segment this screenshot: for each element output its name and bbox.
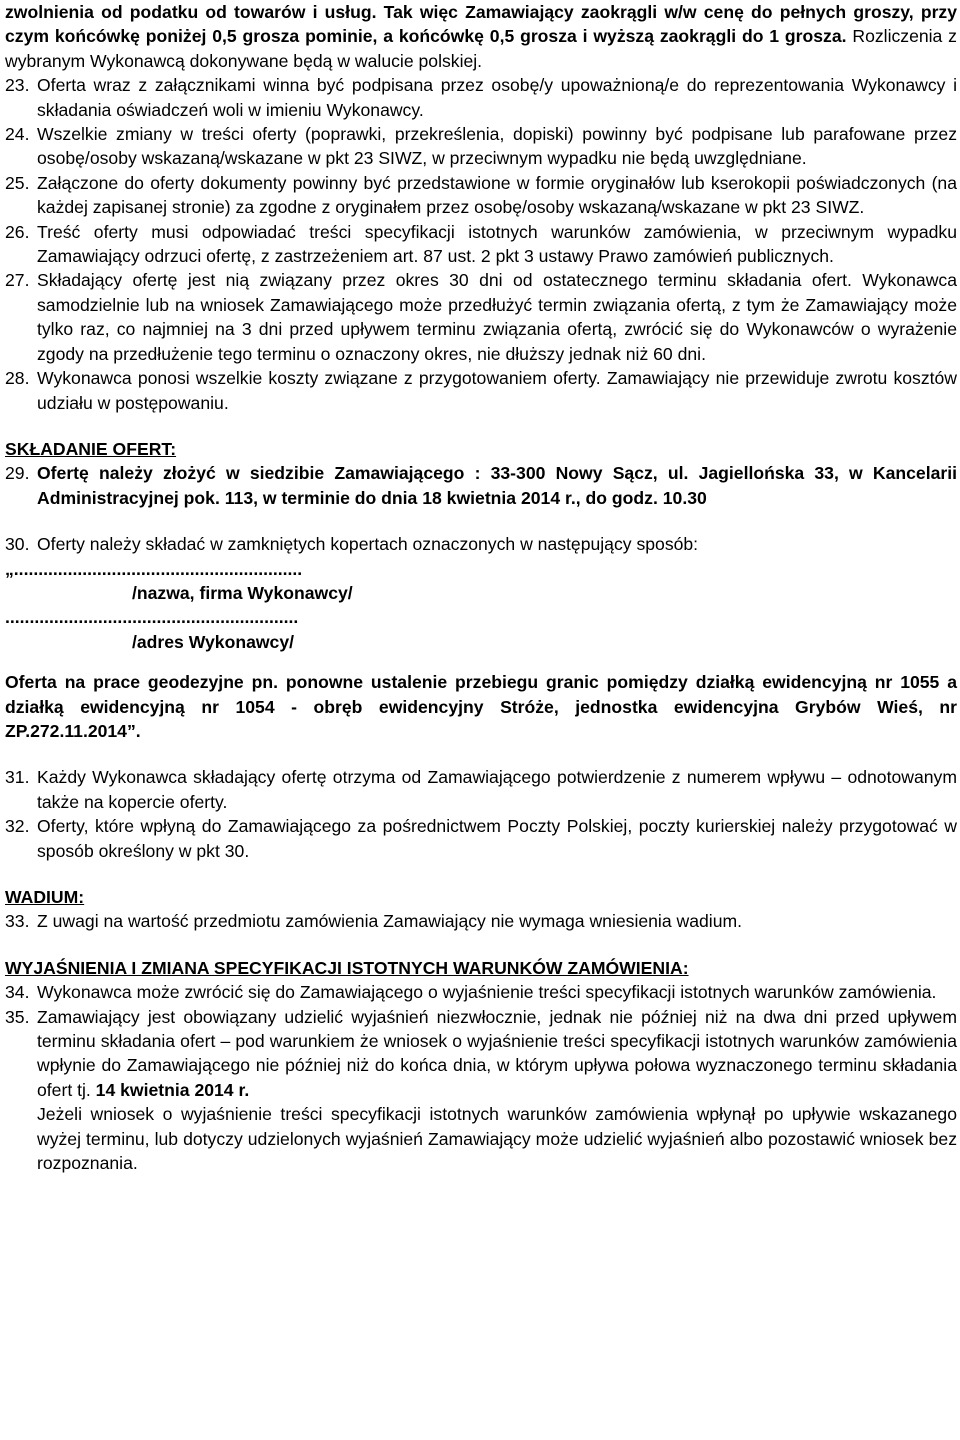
heading-skladanie-ofert: SKŁADANIE OFERT: xyxy=(5,438,177,459)
item-26 xyxy=(5,220,957,269)
heading-wyjasnienia: WYJAŚNIENIA I ZMIANA SPECYFIKACJI ISTOTNYCH WARUNKÓW ZAMÓWIENIA: xyxy=(5,957,689,978)
spacer xyxy=(5,510,957,532)
envelope-dots-address: ............................................................ xyxy=(5,607,299,628)
item-text: Oferty należy składać w zamkniętych kopertach oznaczonych w następujący sposób: xyxy=(37,534,699,555)
envelope-dots-name: „........................................................... xyxy=(5,558,303,579)
item-text: Wykonawca ponosi wszelkie koszty związane z przygotowaniem oferty. Zamawiający nie przewiduje zwrotu kosztów udziału w postępowaniu. xyxy=(37,368,957,413)
item-text: Ofertę należy złożyć w siedzibie Zamawiającego : 33-300 Nowy Sącz, ul. Jagiellońska 33, w Kancelarii Administracyjnej pok. 113, w terminie do dnia 18 kwietnia 2014 r., do godz. 10.30 xyxy=(37,463,957,508)
item-text: Oferta wraz z załącznikami winna być podpisana przez osobę/y upoważnioną/e do reprezentowania Wykonawcy i składania oświadczeń woli w imieniu Wykonawcy. xyxy=(37,75,957,120)
continuation-text: Rozliczenia z wybranym Wykonawcą dokonywane będą w walucie polskiej. xyxy=(5,26,957,71)
item-number: 25. xyxy=(5,172,30,193)
item-29 xyxy=(5,461,957,510)
item-32 xyxy=(5,814,957,863)
item-25 xyxy=(5,171,957,220)
item-text: Załączone do oferty dokumenty powinny być przedstawione w formie oryginałów lub kserokopii poświadczonych (na każdej zapisanej stronie) za zgodne z oryginałem przez osobę/osoby wskazaną/wskazane w pkt 23 SIWZ. xyxy=(37,172,957,218)
item-30 xyxy=(5,532,957,556)
item-number: 33. xyxy=(5,911,30,932)
item-24 xyxy=(5,122,957,171)
item-33 xyxy=(5,909,957,933)
item-number: 31. xyxy=(5,767,30,788)
item-number: 34. xyxy=(5,982,30,1003)
spacer xyxy=(5,654,957,670)
item-35 xyxy=(5,1005,957,1103)
item-text: Zamawiający jest obowiązany udzielić wyjaśnień niezwłocznie, jednak nie później niż na dwa dni przed upływem terminu składania ofert – pod warunkiem że wniosek o wyjaśnienie treści specyfikacji istotnych warunków zamówienia wpłynie do Zamawiającego nie później niż do końca dnia, w którym upływa połowa wyznaczonego terminu składania ofert tj. xyxy=(37,1006,957,1100)
item-text: Z uwagi na wartość przedmiotu zamówienia Zamawiający nie wymaga wniesienia wadium. xyxy=(37,911,743,932)
item-35-continuation: Jeżeli wniosek o wyjaśnienie treści specyfikacji istotnych warunków zamówienia wpłynął po upływie wskazanego wyżej terminu, lub dotyczy udzielonych wyjaśnień Zamawiający może udzielić wyjaśnień albo pozostawić wniosek bez rozpoznania. xyxy=(37,1104,957,1174)
continuation-bold-text: zwolnienia od podatku od towarów i usług. Tak więc Zamawiający zaokrągli w/w cenę do pełnych groszy, przy czym końcówkę poniżej 0,5 grosza pominie, a końcówkę 0,5 grosza i wyższą zaokrągli do 1 grosza. xyxy=(5,2,957,47)
item-number: 24. xyxy=(5,124,30,145)
item-text: Składający ofertę jest nią związany przez okres 30 dni od ostatecznego terminu składania ofert. Wykonawca samodzielnie lub na wniosek Zamawiającego może przedłużyć termin związania ofertą, z tym że Zamawiający może tylko raz, co najmniej na 3 dni przed upływem terminu związania ofertą, zwrócić się do Wykonawców o wyrażenie zgody na przedłużenie tego terminu o oznaczony okres, nie dłuższy jednak niż 60 dni. xyxy=(37,270,957,364)
item-text: Wszelkie zmiany w treści oferty (poprawki, przekreślenia, dopiski) powinny być podpisane lub parafowane przez osobę/osoby wskazaną/wskazane w pkt 23 SIWZ, w przeciwnym wypadku nie będą uwzględniane. xyxy=(37,124,957,169)
item-number: 35. xyxy=(5,1006,30,1027)
item-text: Treść oferty musi odpowiadać treści specyfikacji istotnych warunków zamówienia, w przeciwnym wypadku Zamawiający odrzuci ofertę, z zastrzeżeniem art. 87 ust. 2 pkt 3 ustawy Prawo zamówień publicznych. xyxy=(37,221,957,267)
item-text: Wykonawca może zwrócić się do Zamawiającego o wyjaśnienie treści specyfikacji istotnych warunków zamówienia. xyxy=(37,982,937,1003)
item-34 xyxy=(5,980,957,1004)
item-number: 23. xyxy=(5,75,30,96)
envelope-address-label: /adres Wykonawcy/ xyxy=(132,631,295,652)
item-text: Oferty, które wpłyną do Zamawiającego za pośrednictwem Poczty Polskiej, poczty kurierskiej należy przygotować w sposób określony w pkt 30. xyxy=(37,816,957,861)
item-number: 27. xyxy=(5,270,30,291)
spacer xyxy=(5,934,957,956)
item-28 xyxy=(5,366,957,415)
spacer xyxy=(5,415,957,437)
item-35-date: 14 kwietnia 2014 r. xyxy=(95,1079,250,1100)
envelope-name-label: /nazwa, firma Wykonawcy/ xyxy=(132,582,353,603)
heading-wadium: WADIUM: xyxy=(5,887,85,907)
item-27 xyxy=(5,268,957,366)
item-number: 29. xyxy=(5,463,30,484)
item-text: Każdy Wykonawca składający ofertę otrzyma od Zamawiającego potwierdzenie z numerem wpływu – odnotowanym także na kopercie oferty. xyxy=(37,767,957,812)
continuation-paragraph xyxy=(5,0,957,73)
item-number: 28. xyxy=(5,368,30,389)
item-number: 32. xyxy=(5,816,30,837)
spacer xyxy=(5,743,957,765)
item-23 xyxy=(5,73,957,122)
item-number: 26. xyxy=(5,221,30,242)
spacer xyxy=(5,863,957,885)
item-31 xyxy=(5,765,957,814)
item-number: 30. xyxy=(5,534,30,555)
envelope-subject: Oferta na prace geodezyjne pn. ponowne ustalenie przebiegu granic pomiędzy działką ewidencyjną nr 1055 a działką ewidencyjną nr 1054 - obręb ewidencyjny Stróże, jednostka ewidencyjna Grybów Wieś, nr ZP.272.11.2014”. xyxy=(5,672,957,741)
